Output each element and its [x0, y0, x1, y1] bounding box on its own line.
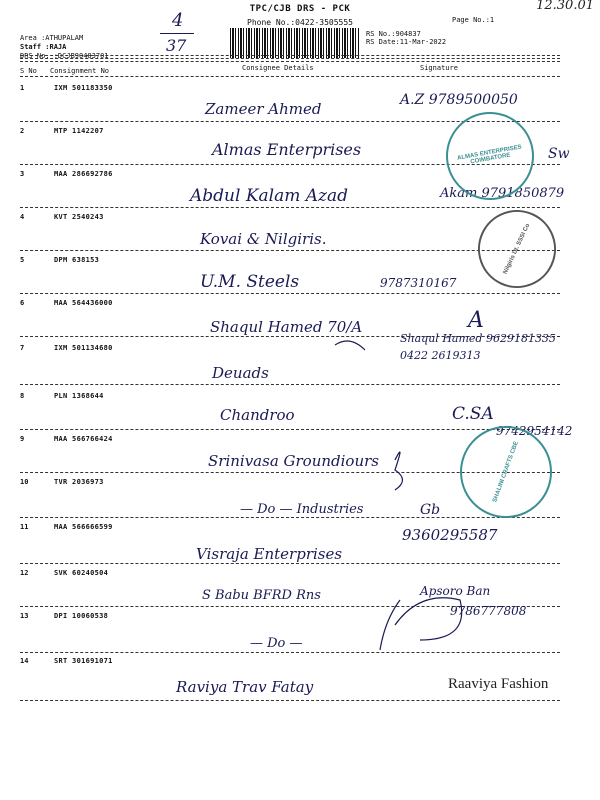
consignment-number: DPM 638153 — [54, 256, 100, 264]
staff-field: Staff :RAJA — [20, 43, 67, 51]
corner-handwritten-note: 12.30.01 — [536, 0, 594, 13]
signature: Sw — [548, 146, 570, 162]
col-signature: Signature — [420, 64, 458, 72]
consignee-details: Deuads — [212, 364, 269, 382]
signature: A.Z 9789500050 — [400, 92, 518, 108]
consignee-details: Chandroo — [220, 406, 295, 424]
shalini-crafts-stamp: SHALINI CRAFTS CBE — [447, 413, 565, 531]
area-field: Area :ATHUPALAM — [20, 34, 84, 42]
handwritten-count-top: 4 — [172, 10, 184, 31]
signature: Shaqul Hamed 9629181335 0422 2619313 — [400, 332, 556, 362]
almas-enterprises-stamp: ALMAS ENTERPRISES COIMBATORE — [439, 105, 541, 207]
rs-number: RS No.:904837 — [366, 30, 421, 38]
row-number: 7 — [20, 344, 25, 352]
row-number: 1 — [20, 84, 25, 92]
consignment-number: MTP 1142207 — [54, 127, 104, 135]
drs-number: DRS No. :DCJB90483701 — [20, 52, 109, 60]
row-number: 8 — [20, 392, 25, 400]
consignment-number: MAA 566666599 — [54, 523, 113, 531]
consignment-number: MAA 564436000 — [54, 299, 113, 307]
signature: 9360295587 — [402, 526, 498, 544]
consignee-details: S Babu BFRD Rns — [202, 588, 321, 603]
consignee-details: Zameer Ahmed — [205, 100, 322, 118]
consignment-number: DPI 10060538 — [54, 612, 109, 620]
handwritten-count-bottom: 37 — [166, 36, 187, 55]
row-number: 10 — [20, 478, 29, 486]
consignment-number: SVK 60240504 — [54, 569, 109, 577]
consignee-details: U.M. Steels — [200, 272, 300, 292]
consignee-details: Shaqul Hamed 70/A — [210, 318, 363, 336]
row-number: 12 — [20, 569, 29, 577]
rs-date: RS Date:11-Mar-2022 — [366, 38, 447, 46]
consignment-number: MAA 566766424 — [54, 435, 113, 443]
consignee-details: Srinivasa Groundiours — [208, 452, 379, 470]
signature: Gb — [420, 502, 441, 518]
signature: Akam 9791850879 — [440, 186, 565, 201]
consignment-number: SRT 301691071 — [54, 657, 113, 665]
row-number: 13 — [20, 612, 29, 620]
consignee-details: Abdul Kalam Azad — [190, 186, 349, 206]
consignee-details: Kovai & Nilgiris. — [200, 230, 327, 248]
consignee-details: Raviya Trav Fatay — [176, 678, 314, 696]
phone-number: Phone No.:0422-3505555 — [247, 18, 353, 27]
row-number: 11 — [20, 523, 29, 531]
consignment-number: TVR 2036973 — [54, 478, 104, 486]
consignment-number: KVT 2540243 — [54, 213, 104, 221]
row-number: 3 — [20, 170, 25, 178]
signature: 9787310167 — [380, 276, 457, 290]
consignment-number: PLN 1368644 — [54, 392, 104, 400]
signature: 9742954142 — [496, 424, 573, 438]
row-number: 9 — [20, 435, 25, 443]
signature: 9786777808 — [450, 604, 527, 618]
report-title: TPC/CJB DRS - PCK — [249, 4, 351, 14]
consignee-details: — Do — Industries — [240, 502, 364, 517]
consignee-details: Almas Enterprises — [212, 140, 362, 159]
col-consignee: Consignee Details — [242, 64, 314, 72]
consignment-number: IXM 501134680 — [54, 344, 113, 352]
row-number: 14 — [20, 657, 29, 665]
page-number: Page No.:1 — [452, 16, 495, 24]
col-consignment: Consignment No — [50, 67, 110, 75]
signature: C.SA — [452, 404, 494, 424]
consignee-details: — Do — — [250, 636, 303, 651]
consignment-number: IXM 501183350 — [54, 84, 113, 92]
col-sno: S No — [20, 67, 37, 75]
row-number: 4 — [20, 213, 25, 221]
row-number: 6 — [20, 299, 25, 307]
signature-stamp-text: Raaviya Fashion — [448, 676, 549, 692]
signature: A — [468, 308, 484, 333]
nilgiris-stamp: Nilgiris Dt. SSSI Co — [465, 197, 569, 301]
row-number: 5 — [20, 256, 25, 264]
consignee-details: Visraja Enterprises — [196, 545, 343, 563]
signature: Apsoro Ban — [420, 584, 491, 598]
row-number: 2 — [20, 127, 25, 135]
consignment-number: MAA 286692786 — [54, 170, 113, 178]
